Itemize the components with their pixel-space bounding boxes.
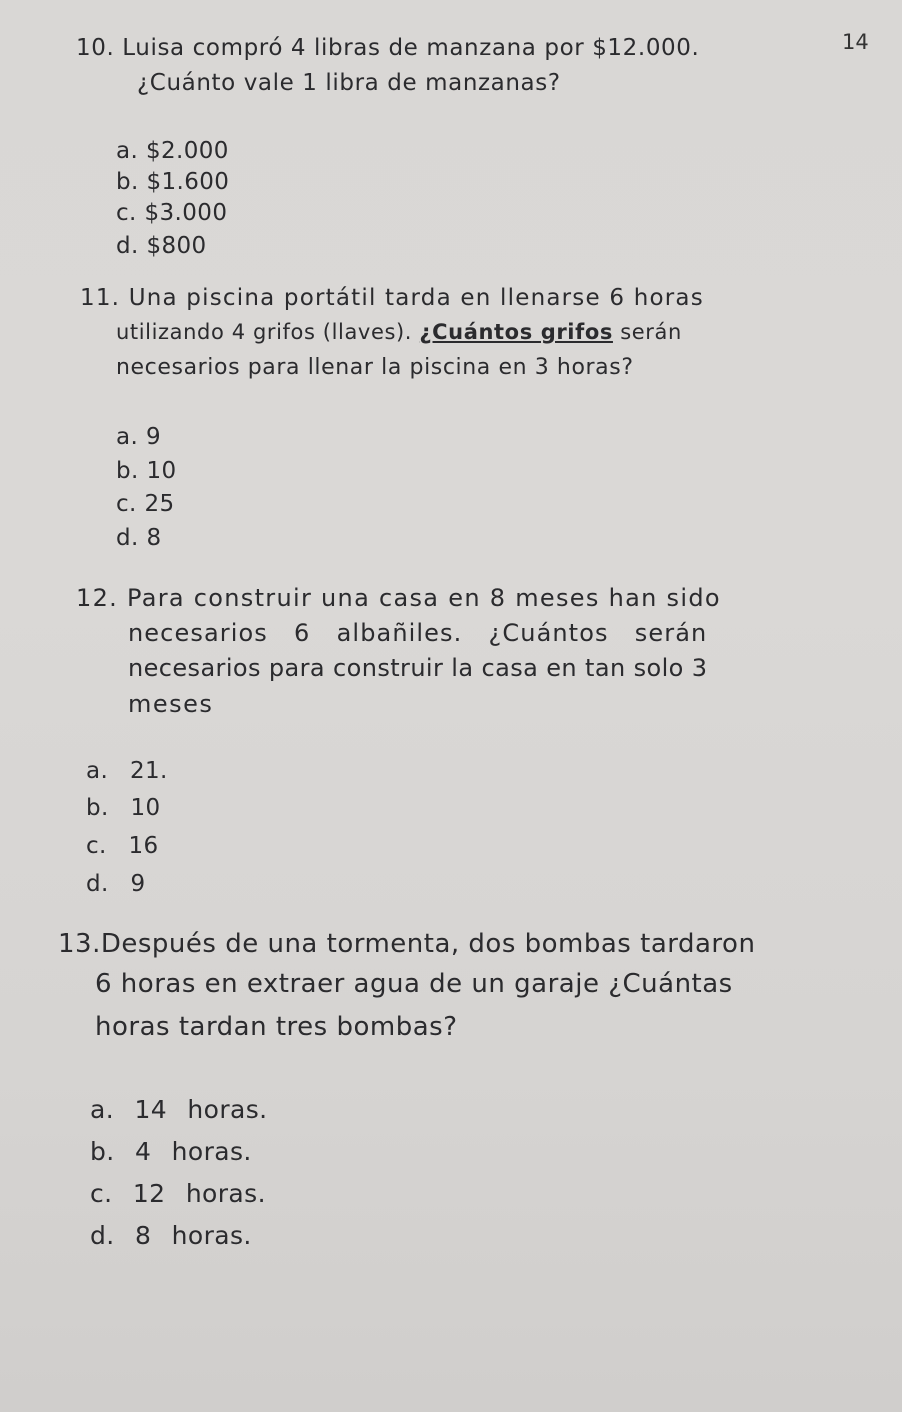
option-letter: b. (116, 458, 139, 484)
page-number: 14 (842, 30, 869, 54)
option-text: 9 (130, 871, 146, 897)
underlined-phrase: ¿Cuántos grifos (419, 320, 613, 344)
option-text: 8 (146, 525, 162, 551)
option-text: $1.600 (146, 169, 230, 195)
option-letter: c. (90, 1179, 113, 1208)
option-text: 4 horas. (134, 1137, 252, 1166)
question-text: necesarios 6 albañiles. ¿Cuántos serán (128, 619, 708, 647)
option-d (90, 1221, 252, 1250)
option-d (86, 871, 145, 897)
option-a (90, 1095, 268, 1124)
option-letter: b. (90, 1137, 115, 1166)
option-letter: c. (116, 491, 137, 517)
option-b (116, 458, 177, 484)
option-b (90, 1137, 252, 1166)
option-text: 10 (130, 795, 161, 821)
option-text: 9 (145, 424, 161, 450)
question-text: 13.Después de una tormenta, dos bombas tardaron (58, 929, 756, 959)
option-c (90, 1179, 266, 1208)
question-text: 6 horas en extraer agua de un garaje ¿Cuántas (95, 969, 733, 999)
question-text-part: serán (612, 320, 682, 344)
question-text: 12. Para construir una casa en 8 meses han sido (76, 584, 721, 612)
question-text: 11. Una piscina portátil tarda en llenarse 6 horas (80, 285, 704, 311)
option-text: 21. (129, 758, 168, 784)
option-text: 16 (128, 833, 159, 859)
option-letter: b. (116, 169, 139, 195)
option-letter: d. (116, 233, 139, 259)
option-text: 12 horas. (132, 1179, 266, 1208)
option-d (116, 525, 161, 551)
option-letter: d. (90, 1221, 115, 1250)
question-text: necesarios para llenar la piscina en 3 horas? (116, 355, 634, 380)
option-c (116, 491, 175, 517)
option-a (116, 424, 161, 450)
option-a (116, 138, 229, 164)
option-letter: d. (116, 525, 139, 551)
option-text: 14 horas. (134, 1095, 268, 1124)
option-a (86, 758, 168, 784)
option-letter: b. (86, 795, 109, 821)
option-text: 25 (144, 491, 175, 517)
option-letter: c. (116, 200, 137, 226)
question-text-part: utilizando 4 grifos (llaves). (116, 320, 420, 344)
option-b (116, 169, 229, 195)
option-letter: a. (86, 758, 109, 784)
option-letter: c. (86, 833, 107, 859)
option-c (116, 200, 227, 226)
question-text: necesarios para construir la casa en tan solo 3 (128, 654, 708, 682)
option-text: 10 (146, 458, 177, 484)
option-text: $3.000 (144, 200, 228, 226)
question-text: ¿Cuánto vale 1 libra de manzanas? (137, 70, 561, 96)
option-text: 8 horas. (134, 1221, 252, 1250)
question-text: horas tardan tres bombas? (95, 1012, 458, 1042)
option-d (116, 233, 207, 259)
option-text: $2.000 (145, 138, 229, 164)
question-text: 10. Luisa compró 4 libras de manzana por $12.000. (76, 35, 700, 61)
option-letter: a. (90, 1095, 115, 1124)
option-text: $800 (146, 233, 207, 259)
question-text (116, 320, 682, 344)
option-c (86, 833, 159, 859)
option-letter: d. (86, 871, 109, 897)
option-letter: a. (116, 138, 139, 164)
question-text: meses (128, 690, 214, 718)
option-letter: a. (116, 424, 139, 450)
option-b (86, 795, 161, 821)
